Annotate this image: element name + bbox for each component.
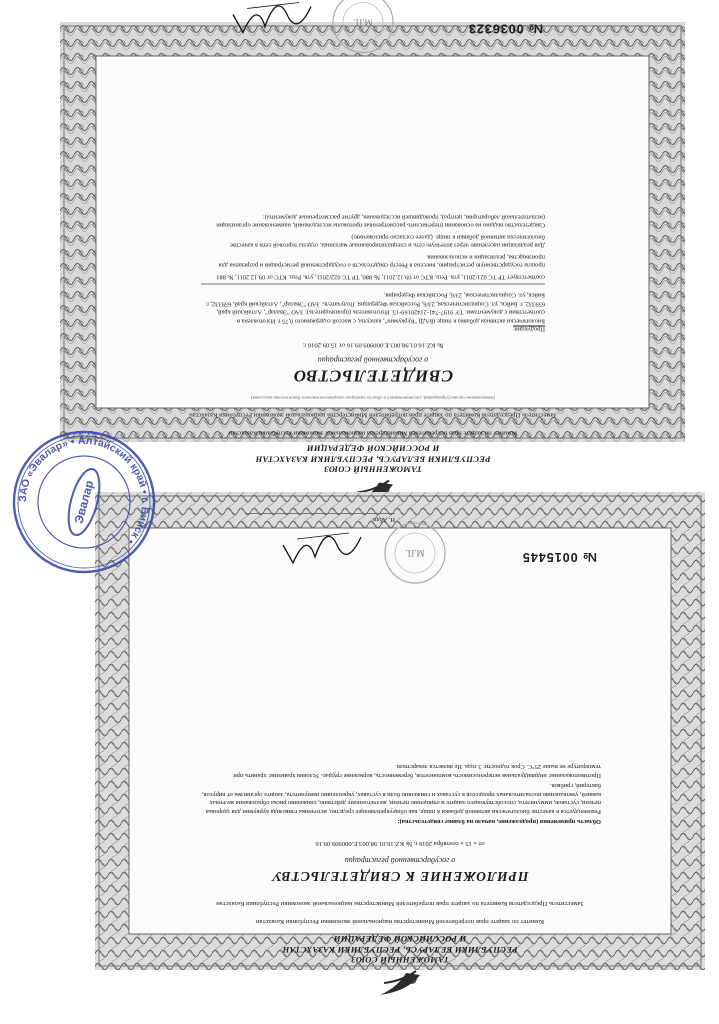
mp-stamp-placeholder [331,0,395,55]
product-label: Продукция: [512,325,545,333]
customs-union-emblem-icon [376,967,424,1001]
signature-image [227,0,317,45]
product-description: Биологически активная добавка к пище (БАД) "Куркумин", капсулы, с массой содержимого 0,75 г. Изготовлена в соответствии с документами: ТУ 9197-741-21420169-15. Изготовитель (производитель): ЗАО "Эвалар", Алтайский край, 659332, г. Бийск, ул. Социалистическая, 23/6, Российская Федерация. Получатель: ЗАО "Эвалар", Алтайский край, 659332, г. Бийск, ул. Социалистическая, 23/6, Российская Федерация. [204,291,545,325]
certificate-content [183,0,563,515]
company-seal-stamp [10,428,158,576]
seal-outer-text: ЗАО «Эвалар» • Алтайский край • г. Бийск • [16,434,152,547]
deputy-name: Заместитель Председателя Комитета по защите прав потребителей Министерства национальной экономики Республики Казахстан [216,900,584,907]
committee-name: Комитет по защите прав потребителей Министерства национальной экономики Республики Казахстан [255,918,545,925]
appendix-title: ПРИЛОЖЕНИЕ К СВИДЕТЕЛЬСТВУ [271,869,529,884]
divider [201,283,545,290]
signature-line [245,514,395,524]
certificate-title: СВИДЕТЕЛЬСТВО [292,366,453,386]
mp-label: М.П. [405,548,425,558]
scope-heading: Область применения (продолжение, начало на бланке свидетельства): [397,818,601,825]
union-header-line: ТАМОЖЕННЫЙ СОЮЗ [351,955,449,965]
union-header-line: И РОССИЙСКОЙ ФЕДЕРАЦИИ [306,443,439,454]
mp-label: М.П. [352,17,373,28]
basis-line: Свидетельство выдано на основании (перечислить рассмотренные протоколы исследований, наименование организации (испытательной лаборатории, центра), проводившей исследования, другие рассмотренные документы): [215,213,545,229]
union-header-line: ТАМОЖЕННЫЙ СОЮЗ [323,464,422,475]
usage-line: Для реализации населению через аптечную сеть и специализированные магазины, отделы торговой сети в качестве биологически активной добавки к пище. (далее согласно приложению) [229,233,545,249]
authority-note: (наименование органа (учреждения), уполномоченного в области санитарно-эпидемиологического благополучия населения) [250,395,495,401]
appendix-content [181,457,619,1005]
certificate-body [201,212,545,332]
certificate-serial-number: № 0036323 [467,21,543,36]
certificate-sheet [60,17,685,475]
deputy-name: Заместитель Председателя Комитета по защите прав потребителей Министерства национальной экономики Республики Казахстан [188,411,557,419]
appendix-body [199,762,601,825]
union-header [181,934,619,965]
union-header-line: РЕСПУБЛИКИ БЕЛАРУСЬ, РЕСПУБЛИКИ КАЗАХСТАН [282,944,518,955]
mp-stamp-placeholder [383,521,447,585]
union-header-line: РЕСПУБЛИКИ БЕЛАРУСЬ, РЕСПУБЛИКИ КАЗАХСТАН [254,454,491,465]
compliance-line: соответствует ТР ТС 021/2011, утв. Реш. КТС от 09.12.2011, № 880, ТР ТС 022/2011, утв. Реш. КТС от 09.12.2011, № 881 [215,273,545,281]
appendix-date-number: от « 15 » сентября 2016 г. № KZ.16.01.98.003.Е.000909.09.16 [315,840,485,847]
signer-name: Н. Абди [373,516,395,523]
registration-line: прошла государственную регистрацию, внесена в Реестр свидетельств о государственной регистрации и разрешена для производства, реализации и использования. [218,253,545,269]
certificate-number: № KZ.16.01.98.003.Е.000909.09.16 от 15.09.2016 г. [302,341,443,349]
signature-image [277,525,367,575]
appendix-serial-number: № 0015445 [521,550,597,564]
committee-name: Комитет по защите прав потребителей Министерства национальной экономики Республики Казахстан [228,429,517,437]
seal-center-logo: Эвалар [71,478,97,526]
certificate-subtitle: о государственной регистрации [317,355,428,365]
scope-recommendation: Рекомендуется в качестве биологически активной добавки к пище, как общеукрепляющее средство, источника гликозида куркумин для здоровья печени, суставов, иммунитета, способствующего защите и очищению печени, желчегонному действию, снижению риска образования желчных камней, уменьшению воспалительных процессов в суставах и снижению боли в суставах, укреплению иммунитета, защите организма от вирусов, бактерий, грибков. [201,782,601,815]
sign-rule [245,514,395,515]
union-header-line: И РОССИЙСКОЙ ФЕДЕРАЦИИ [333,934,467,945]
appendix-sheet [95,492,705,970]
contraindications: Противопоказания: индивидуальная непереносимость компонентов, беременность, кормление грудью. Условия хранения: хранить при температуре не выше 25°С. Срок годности: 3 года. Не является лекарством. [233,763,601,779]
appendix-subtitle: о государственной регистрации [344,856,456,865]
